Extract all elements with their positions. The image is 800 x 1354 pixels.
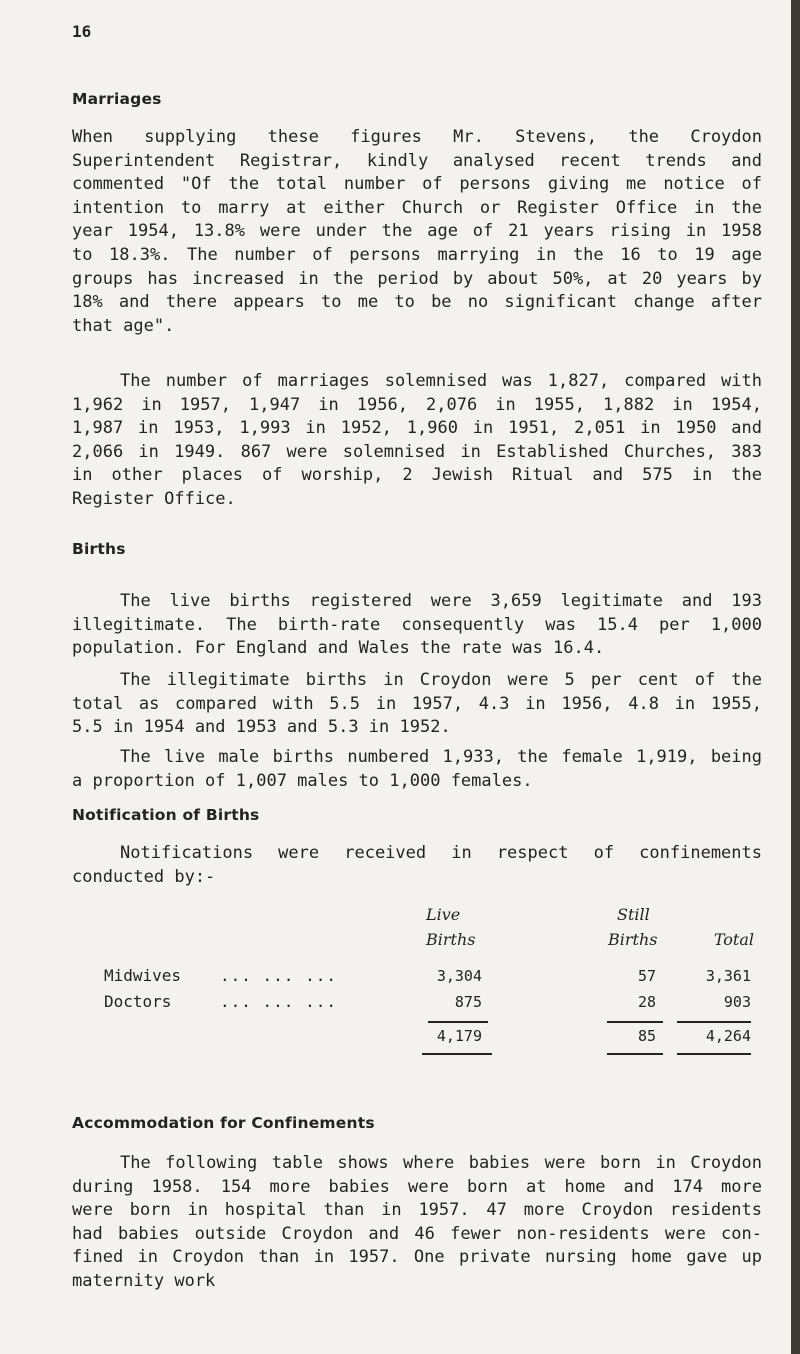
text-line: The illegitimate births in Croydon were 5 per cent of the <box>120 670 762 690</box>
row-label-doctors: Doctors <box>104 992 172 1011</box>
text-line: in other places of worship, 2 Jewish Ritual and 575 in the <box>72 465 762 486</box>
text-line: When supplying these figures Mr. Stevens, the Croydon <box>72 127 762 147</box>
cell-total-live: 4,179 <box>436 1027 482 1045</box>
births-paragraph-3 <box>72 746 762 793</box>
row-label-midwives: Midwives <box>104 966 182 985</box>
cell-doctors-live: 875 <box>454 993 482 1011</box>
total-rule-total-bottom <box>677 1053 751 1055</box>
cell-doctors-still: 28 <box>637 993 656 1011</box>
total-rule-total-top <box>677 1021 751 1023</box>
text-line: population. For England and Wales the rate was 16.4. <box>72 638 605 659</box>
text-line: The live male births numbered 1,933, the female 1,919, being <box>120 747 762 767</box>
text-line: groups has increased in the period by about 50%, at 20 years by <box>72 268 762 289</box>
text-line: were born in hospital than in 1957. 47 more Croydon residents <box>72 1200 762 1221</box>
text-line: during 1958. 154 more babies were born at home and 174 more <box>72 1176 762 1197</box>
column-header-total: Total <box>713 930 754 949</box>
text-line: Register Office. <box>72 488 236 509</box>
total-rule-live-top <box>428 1021 488 1023</box>
accommodation-paragraph <box>72 1152 762 1294</box>
page-number: 16 <box>72 22 92 41</box>
text-line: that age". <box>72 315 175 336</box>
text-line: 5.5 in 1954 and 1953 and 5.3 in 1952. <box>72 717 451 738</box>
text-line: commented "Of the total number of persons giving me notice of <box>72 174 762 195</box>
text-line: a proportion of 1,007 males to 1,000 females. <box>72 770 533 791</box>
births-paragraph-1 <box>72 590 762 661</box>
cell-doctors-total: 903 <box>723 993 751 1011</box>
cell-midwives-still: 57 <box>637 967 656 985</box>
cell-midwives-live: 3,304 <box>436 967 482 985</box>
total-rule-still-bottom <box>607 1053 663 1055</box>
column-header-births: Births <box>608 930 658 949</box>
column-header-births: Births <box>426 930 476 949</box>
text-line: total as compared with 5.5 in 1957, 4.3 in 1956, 4.8 in 1955, <box>72 693 762 714</box>
text-line: 2,066 in 1949. 867 were solemnised in Established Churches, 383 <box>72 441 762 462</box>
heading-births: Births <box>72 540 126 558</box>
notification-intro <box>72 842 762 889</box>
total-rule-still-top <box>607 1021 663 1023</box>
marriages-paragraph-1 <box>72 126 762 338</box>
text-line: Superintendent Registrar, kindly analysed recent trends and <box>72 150 762 171</box>
notifications-table <box>72 905 762 1095</box>
heading-marriages: Marriages <box>72 90 162 108</box>
text-line: to 18.3%. The number of persons marrying in the 16 to 19 age <box>72 244 762 265</box>
text-line: fined in Croydon than in 1957. One private nursing home gave up <box>72 1247 762 1268</box>
text-line: illegitimate. The birth-rate consequently was 15.4 per 1,000 <box>72 614 762 635</box>
leader-dots: ... ... ... <box>220 992 337 1011</box>
text-line: year 1954, 13.8% were under the age of 21 years rising in 1958 <box>72 221 762 242</box>
page-edge-shadow <box>791 0 800 1354</box>
column-header-still: Still <box>617 905 650 924</box>
text-line: intention to marry at either Church or Register Office in the <box>72 197 762 218</box>
text-line: 1,962 in 1957, 1,947 in 1956, 2,076 in 1955, 1,882 in 1954, <box>72 394 762 415</box>
leader-dots: ... ... ... <box>220 966 337 985</box>
births-paragraph-2 <box>72 669 762 740</box>
cell-midwives-total: 3,361 <box>705 967 751 985</box>
text-line: had babies outside Croydon and 46 fewer non-residents were con- <box>72 1223 762 1244</box>
heading-notification-of-births: Notification of Births <box>72 806 260 824</box>
total-rule-live-bottom <box>422 1053 492 1055</box>
heading-accommodation-for-confinements: Accommodation for Confinements <box>72 1114 375 1132</box>
text-line: conducted by:- <box>72 866 216 887</box>
text-line: The following table shows where babies were born in Croydon <box>120 1153 762 1173</box>
cell-total-total: 4,264 <box>705 1027 751 1045</box>
text-line: Notifications were received in respect of confinements <box>120 843 762 863</box>
marriages-paragraph-2 <box>72 370 762 512</box>
text-line: 18% and there appears to me to be no significant change after <box>72 292 762 313</box>
cell-total-still: 85 <box>637 1027 656 1045</box>
text-line: The number of marriages solemnised was 1,827, compared with <box>120 371 762 391</box>
text-line: The live births registered were 3,659 legitimate and 193 <box>120 591 762 611</box>
column-header-live: Live <box>426 905 461 924</box>
text-line: 1,987 in 1953, 1,993 in 1952, 1,960 in 1951, 2,051 in 1950 and <box>72 418 762 439</box>
text-line: maternity work <box>72 1270 216 1291</box>
